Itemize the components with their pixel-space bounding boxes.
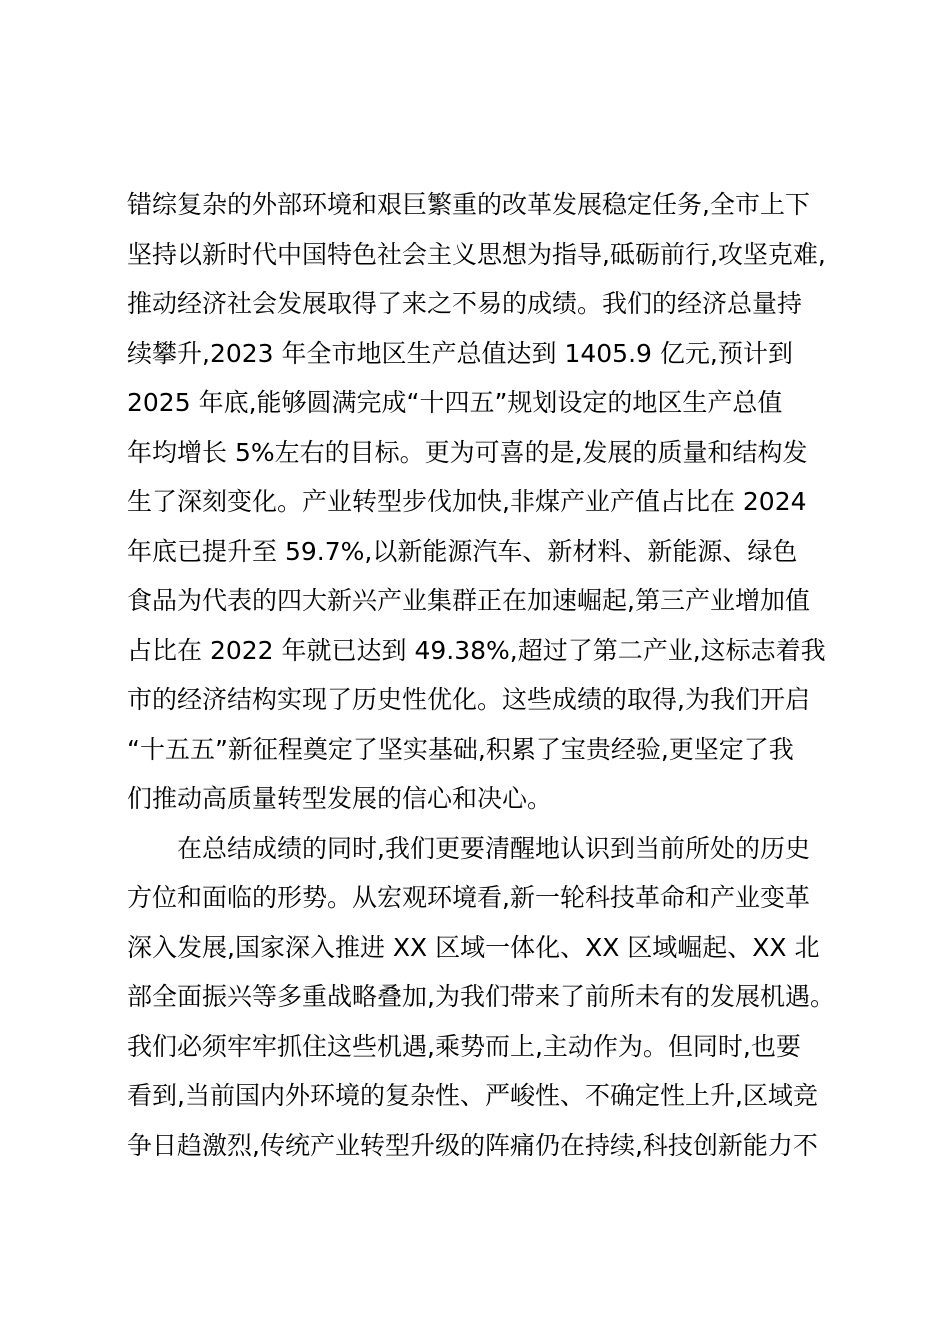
paragraph-1-line-10: 占比在 2022 年就已达到 49.38%,超过了第二产业,这标志着我 (127, 635, 826, 665)
paragraph-1-line-8: 年底已提升至 59.7%,以新能源汽车、新材料、新能源、绿色 (127, 536, 798, 566)
paragraph-1-line-1: 错综复杂的外部环境和艰巨繁重的改革发展稳定任务,全市上下 (127, 190, 810, 219)
paragraph-1-line-5: 2025 年底,能够圆满完成“十四五”规划设定的地区生产总值 (127, 388, 783, 417)
paragraph-1-line-9: 食品为代表的四大新兴产业集群正在加速崛起,第三产业增加值 (127, 586, 810, 615)
paragraph-1-line-12: “十五五”新征程奠定了坚实基础,积累了宝贵经验,更坚定了我 (127, 734, 794, 764)
body-text (127, 180, 847, 1170)
paragraph-1-line-6: 年均增长 5%左右的目标。更为可喜的是,发展的质量和结构发 (127, 437, 808, 467)
paragraph-1-line-11: 市的经济结构实现了历史性优化。这些成绩的取得,为我们开启 (127, 685, 810, 714)
paragraph-1-line-3: 推动经济社会发展取得了来之不易的成绩。我们的经济总量持 (127, 289, 803, 318)
paragraph-1-line-2: 坚持以新时代中国特色社会主义思想为指导,砥砺前行,攻坚克难, (127, 239, 826, 269)
paragraph-2-line-6: 看到,当前国内外环境的复杂性、严峻性、不确定性上升,区域竞 (127, 1081, 818, 1110)
paragraph-2-line-7: 争日趋激烈,传统产业转型升级的阵痛仍在持续,科技创新能力不 (127, 1130, 818, 1160)
paragraph-1-line-13: 们推动高质量转型发展的信心和决心。 (127, 784, 553, 813)
paragraph-1-line-7: 生了深刻变化。产业转型步伐加快,非煤产业产值占比在 2024 (127, 487, 807, 516)
paragraph-2-line-5: 我们必须牢牢抓住这些机遇,乘势而上,主动作为。但同时,也要 (127, 1031, 801, 1061)
paragraph-2-line-3: 深入发展,国家深入推进 XX 区域一体化、XX 区域崛起、XX 北 (127, 932, 820, 962)
paragraph-2-line-2: 方位和面临的形势。从宏观环境看,新一轮科技革命和产业变革 (127, 883, 810, 912)
paragraph-1-line-4: 续攀升,2023 年全市地区生产总值达到 1405.9 亿元,预计到 (127, 338, 793, 368)
paragraph-2-line-4: 部全面振兴等多重战略叠加,为我们带来了前所未有的发展机遇。 (127, 982, 835, 1011)
paragraph-2-line-1: 在总结成绩的同时,我们更要清醒地认识到当前所处的历史 (177, 833, 810, 863)
